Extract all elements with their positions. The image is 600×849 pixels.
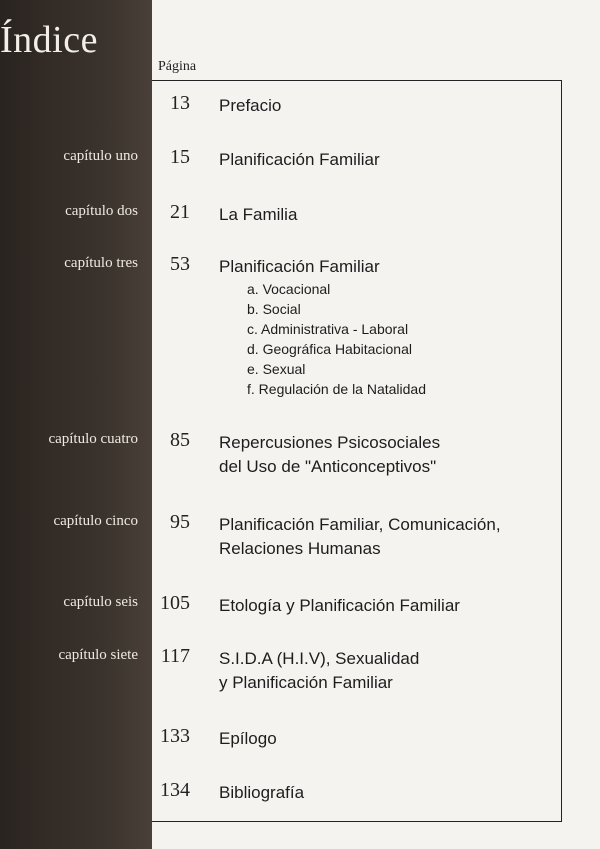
- chapter-label: capítulo siete: [58, 647, 138, 663]
- entry-title: [219, 431, 440, 479]
- entry-title-line: del Uso de "Anticonceptivos": [219, 457, 437, 476]
- subitem: a. Vocacional: [247, 281, 331, 297]
- entry-title-line: Relaciones Humanas: [219, 539, 381, 558]
- page-title: Índice: [0, 19, 98, 61]
- page-number: 133: [160, 725, 190, 747]
- entry-title-line: Prefacio: [219, 96, 282, 115]
- entry-title: [219, 203, 297, 227]
- subitem-list: [247, 279, 426, 399]
- subitem: d. Geográfica Habitacional: [247, 341, 412, 357]
- entry-title: [219, 513, 501, 561]
- entry-title: [219, 781, 304, 805]
- page-number: 15: [170, 146, 190, 168]
- entry-title-line: Planificación Familiar: [219, 257, 380, 276]
- page-number: 95: [170, 511, 190, 533]
- entry-title: [219, 255, 380, 279]
- chapter-label: capítulo uno: [63, 148, 138, 164]
- page-column-header: Página: [158, 59, 197, 74]
- entry-title: [219, 148, 380, 172]
- page-number: 117: [160, 645, 190, 667]
- entry-title: [219, 94, 281, 118]
- page-number: 105: [160, 592, 190, 614]
- entry-title-line: Etología y Planificación Familiar: [219, 596, 460, 615]
- entry-title-line: y Planificación Familiar: [219, 673, 393, 692]
- page-number: 85: [170, 429, 190, 451]
- chapter-label: capítulo dos: [65, 203, 138, 219]
- page-number: 134: [160, 779, 190, 801]
- entry-title-line: Planificación Familiar, Comunicación,: [219, 515, 501, 534]
- entry-title-line: Planificación Familiar: [219, 150, 380, 169]
- subitem: c. Administrativa - Laboral: [247, 321, 409, 337]
- entry-title-line: La Familia: [219, 205, 298, 224]
- chapter-label: capítulo tres: [64, 255, 138, 271]
- dark-side-band: [0, 0, 152, 849]
- page-number: 21: [170, 201, 190, 223]
- page-number: 13: [170, 92, 190, 114]
- entry-title-line: S.I.D.A (H.I.V), Sexualidad: [219, 649, 420, 668]
- entry-title: [219, 647, 419, 695]
- entry-title: [219, 727, 277, 751]
- subitem: f. Regulación de la Natalidad: [247, 381, 427, 397]
- subitem: b. Social: [247, 301, 301, 317]
- entry-title-line: Repercusiones Psicosociales: [219, 433, 441, 452]
- entry-title: [219, 594, 460, 618]
- entry-title-line: Bibliografía: [219, 783, 305, 802]
- subitem: e. Sexual: [247, 361, 306, 377]
- entry-title-line: Epílogo: [219, 729, 277, 748]
- chapter-label: capítulo cuatro: [48, 431, 138, 447]
- chapter-label: capítulo cinco: [53, 513, 138, 529]
- chapter-label: capítulo seis: [63, 594, 138, 610]
- page-number: 53: [170, 253, 190, 275]
